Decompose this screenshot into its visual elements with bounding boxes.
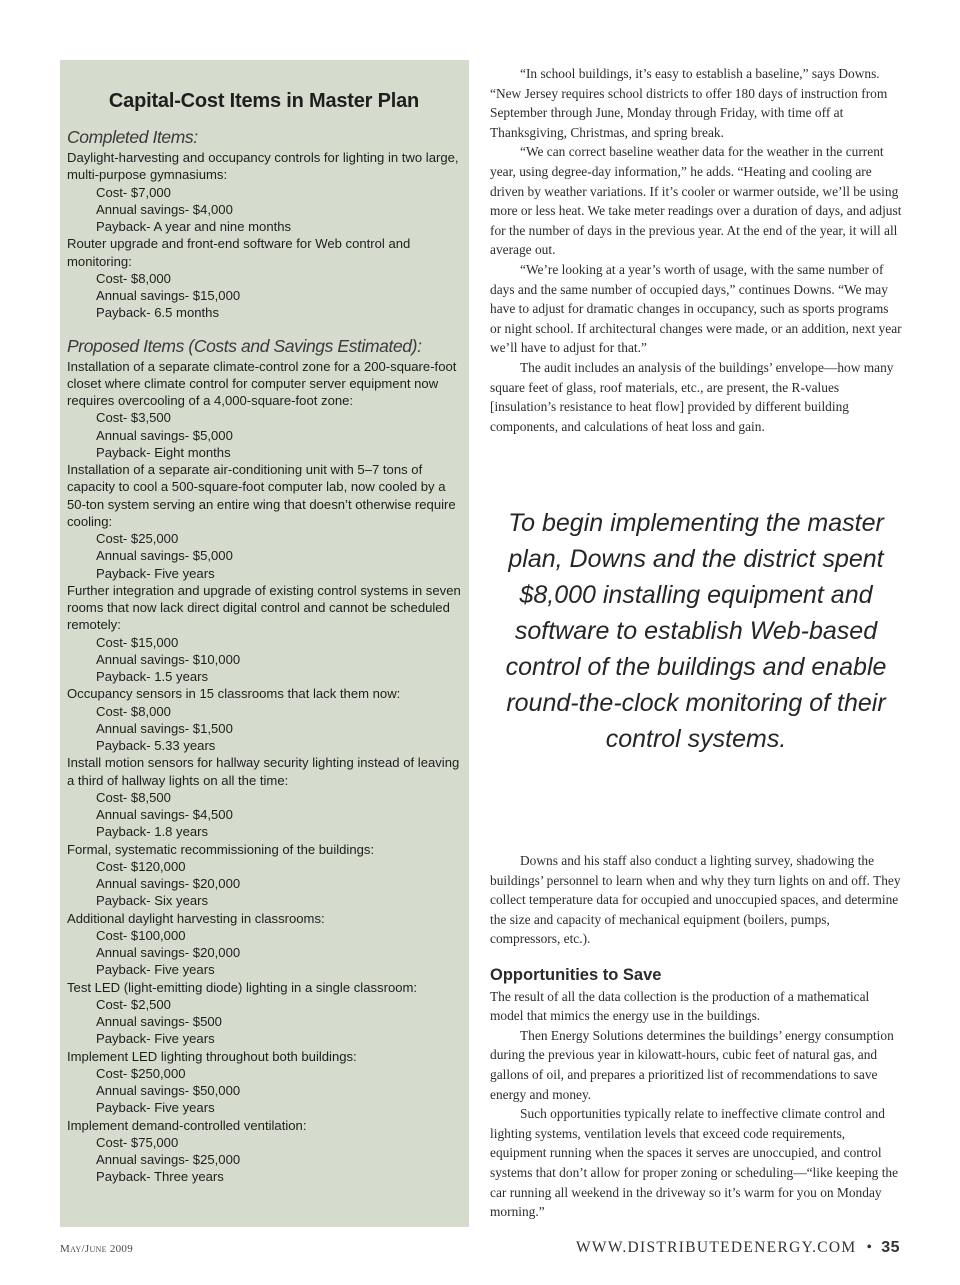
cost-item-cost: Cost- $100,000	[96, 927, 186, 943]
cost-item-payback: Payback- Six years	[96, 893, 209, 909]
article-paragraph: “We can correct baseline weather data for the weather in the current year, using degree-day information,” he adds. “Heating and cooling are driven by weather variations. If it’s cooler or warmer outside, we’ll be using more or less heat. We take meter readings over a duration of days, and adjust for the number of days in the previous year. At the end of the year, it will all average out.	[490, 144, 902, 258]
cost-item-annual-savings: Annual savings- $5,000	[96, 427, 233, 443]
cost-item-annual-savings: Annual savings- $500	[96, 1014, 222, 1029]
cost-item-description: Installation of a separate air-conditioning unit with 5–7 tons of capacity to cool a 500-square-foot computer lab, now cooled by a 50-ton system serving an entire wing that doesn’t otherwise require cooling:	[67, 462, 456, 529]
article-paragraph: Such opportunities typically relate to ineffective climate control and lighting systems, ventilation levels that exceed code requirements, equipment running when the spaces it serves are unoccupied, and control systems that don’t allow for proper zoning or scheduling—“like keeping the car running all weekend in the driveway so it’s warm for you on Monday morning.”	[490, 1106, 899, 1220]
capital-cost-sidebar	[60, 60, 469, 1227]
completed-items-heading: Completed Items:	[67, 127, 198, 147]
cost-item	[67, 979, 461, 1048]
cost-item-description: Implement demand-controlled ventilation:	[67, 1117, 307, 1133]
cost-item-cost: Cost- $75,000	[96, 1134, 179, 1150]
footer-bullet: •	[866, 1239, 874, 1256]
cost-item	[67, 841, 461, 910]
article-body-bottom	[490, 851, 902, 1222]
cost-item-annual-savings: Annual savings- $15,000	[96, 288, 241, 303]
cost-item	[67, 149, 461, 235]
cost-item-payback: Payback- 1.8 years	[96, 824, 209, 840]
page-number: 35	[881, 1239, 900, 1256]
completed-items-list	[67, 149, 461, 322]
article-paragraph: Then Energy Solutions determines the buildings’ energy consumption during the previous year in kilowatt-hours, cubic feet of natural gas, and gallons of oil, and prepares a prioritized list of recommendations to save energy and money.	[490, 1027, 894, 1102]
pull-quote: To begin implementing the master plan, Downs and the district spent $8,000 installing equipment and software to establish Web-based control of the buildings and enable round-the-clock monitoring of their control systems.	[505, 509, 887, 753]
cost-item	[67, 582, 461, 686]
cost-item-payback: Payback- 5.33 years	[96, 738, 216, 753]
cost-item-payback: Payback- 6.5 months	[96, 305, 219, 321]
cost-item-description: Formal, systematic recommissioning of the buildings:	[67, 841, 375, 857]
cost-item-description: Test LED (light-emitting diode) lighting in a single classroom:	[67, 979, 418, 995]
cost-item	[67, 461, 461, 582]
cost-item-annual-savings: Annual savings- $4,000	[96, 201, 233, 217]
cost-item-cost: Cost- $8,000	[96, 703, 171, 719]
cost-item-cost: Cost- $15,000	[96, 634, 179, 650]
cost-item-annual-savings: Annual savings- $1,500	[96, 720, 233, 736]
cost-item-payback: Payback- Eight months	[96, 444, 231, 460]
article-paragraph: Downs and his staff also conduct a lighting survey, shadowing the buildings’ personnel to learn when and why they turn lights on and off. They collect temperature data for occupied and unoccupied spaces, and determine the size and capacity of mechanical equipment (boilers, pumps, compressors, etc.).	[490, 853, 901, 947]
cost-item-description: Router upgrade and front-end software for Web control and monitoring:	[67, 236, 411, 269]
cost-item-annual-savings: Annual savings- $10,000	[96, 651, 241, 667]
cost-item-cost: Cost- $3,500	[96, 410, 171, 426]
cost-item-cost: Cost- $2,500	[96, 996, 171, 1012]
cost-item-cost: Cost- $7,000	[96, 184, 171, 200]
cost-item-payback: Payback- Five years	[96, 962, 215, 978]
article-paragraph: “In school buildings, it’s easy to establish a baseline,” says Downs. “New Jersey requires school districts to offer 180 days of instruction from September through June, Monday through Friday, with time off at Thanksgiving, Christmas, and spring break.	[490, 66, 888, 140]
cost-item-description: Daylight-harvesting and occupancy controls for lighting in two large, multi-purpose gymnasiums:	[67, 150, 459, 183]
cost-item	[67, 235, 461, 321]
article-paragraph: The audit includes an analysis of the buildings’ envelope—how many square feet of glass, roof materials, etc., are present, the R-values [insulation’s resistance to heat flow] provided by different building components, and calculations of heat loss and gain.	[490, 359, 894, 434]
cost-item-annual-savings: Annual savings- $50,000	[96, 1083, 241, 1098]
cost-item-description: Implement LED lighting throughout both buildings:	[67, 1048, 357, 1064]
footer-site-page	[576, 1239, 900, 1257]
cost-item-description: Occupancy sensors in 15 classrooms that lack them now:	[67, 686, 401, 702]
cost-item-annual-savings: Annual savings- $25,000	[96, 1152, 241, 1167]
article-paragraph: “We’re looking at a year’s worth of usage, with the same number of days and the same number of occupied days,” continues Downs. “We may have to adjust for dramatic changes in occupancy, such as sports programs or night school. If architectural changes were made, or an addition, next year we’ll have to adjust for that.”	[490, 261, 902, 356]
cost-item-payback: Payback- A year and nine months	[96, 219, 292, 234]
cost-item-annual-savings: Annual savings- $20,000	[96, 945, 241, 960]
cost-item-payback: Payback- 1.5 years	[96, 669, 209, 684]
cost-item	[67, 754, 461, 840]
cost-item-cost: Cost- $250,000	[96, 1065, 186, 1081]
cost-item-description: Installation of a separate climate-control zone for a 200-square-foot closet where climate control for computer server equipment now requires overcooling of a 4,000-square-foot zone:	[67, 358, 457, 408]
cost-item-cost: Cost- $8,500	[96, 789, 171, 805]
cost-item-annual-savings: Annual savings- $20,000	[96, 876, 241, 891]
cost-item-description: Install motion sensors for hallway security lighting instead of leaving a third of hallway lights on all the time:	[67, 755, 460, 788]
cost-item-payback: Payback- Five years	[96, 1100, 215, 1116]
cost-item-annual-savings: Annual savings- $4,500	[96, 807, 233, 822]
cost-item-cost: Cost- $25,000	[96, 531, 179, 546]
cost-item-payback: Payback- Five years	[96, 1031, 215, 1047]
cost-item-cost: Cost- $8,000	[96, 270, 171, 286]
cost-item-payback: Payback- Five years	[96, 565, 215, 581]
cost-item-annual-savings: Annual savings- $5,000	[96, 548, 233, 564]
website-url: WWW.DISTRIBUTEDENERGY.COM	[575, 1239, 857, 1256]
cost-item-description: Additional daylight harvesting in classrooms:	[67, 910, 325, 926]
cost-item	[67, 910, 461, 979]
cost-item-cost: Cost- $120,000	[96, 858, 186, 874]
cost-item	[67, 358, 461, 462]
proposed-items-list	[67, 358, 461, 1186]
cost-item-description: Further integration and upgrade of existing control systems in seven rooms that now lack direct digital control and cannot be scheduled remotely:	[67, 582, 461, 633]
proposed-items-heading: Proposed Items (Costs and Savings Estimated):	[67, 335, 422, 356]
issue-date: May/June 2009	[60, 1243, 134, 1255]
sidebar-title: Capital-Cost Items in Master Plan	[108, 90, 420, 112]
cost-item	[67, 685, 461, 754]
article-paragraph: The result of all the data collection is the production of a mathematical model that mimics the energy use in the buildings.	[490, 988, 870, 1024]
cost-item	[67, 1048, 461, 1117]
cost-item-payback: Payback- Three years	[96, 1169, 224, 1185]
article-body-top	[490, 64, 902, 436]
section-subhead: Opportunities to Save	[490, 965, 662, 984]
cost-item	[67, 1117, 461, 1186]
